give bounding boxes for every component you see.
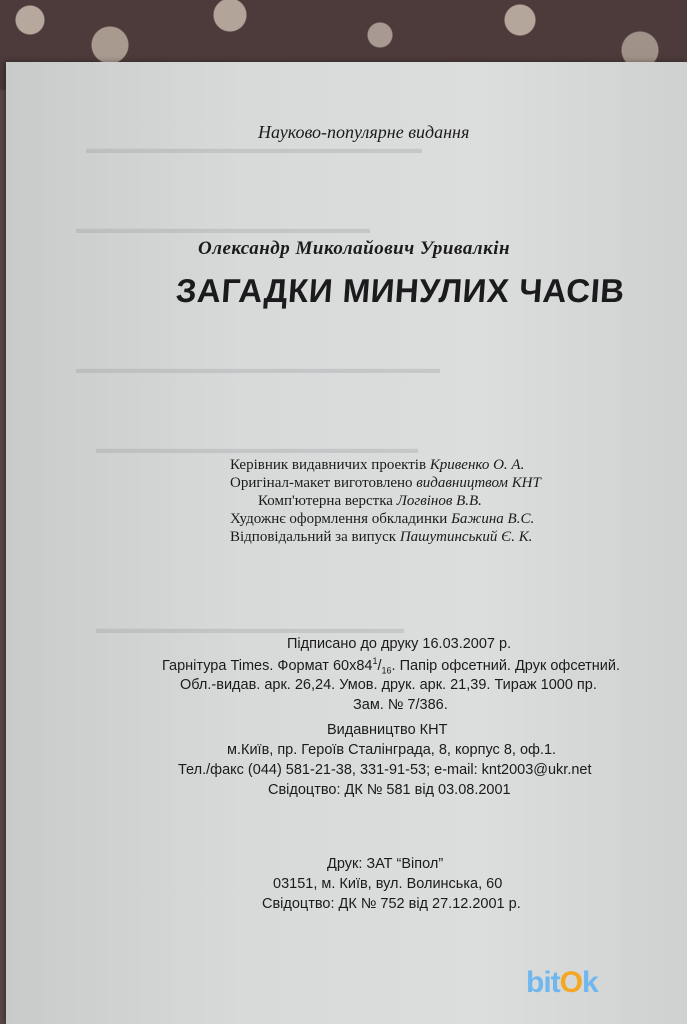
printer-name: Друк: ЗАТ “Віпол” [327,856,444,872]
show-through-text: ▬▬▬▬▬▬▬▬▬▬▬▬▬▬▬▬▬▬▬▬▬▬▬ [96,442,418,457]
author-name: Олександр Миколайович Уривалкін [198,238,511,259]
credit-line [230,492,541,510]
credit-line [230,528,541,546]
format-line [162,656,620,676]
credits-block [230,456,541,546]
signed-date: Підписано до друку 16.03.2007 р. [287,636,512,652]
format-text-tail: . Папір офсетний. Друк офсетний. [391,657,621,674]
show-through-text: ▬▬▬▬▬▬▬▬▬▬▬▬▬▬▬▬▬▬▬▬▬▬▬▬ [86,142,422,157]
credit-label: Відповідальний за випуск [230,529,397,545]
publisher-name: Видавництво КНТ [327,722,448,738]
publisher-address: м.Київ, пр. Героїв Сталінграда, 8, корпус 8, оф.1. [227,742,557,758]
credit-line [230,510,541,528]
credit-value: Кривенко О. А. [429,457,525,473]
show-through-text: ▬▬▬▬▬▬▬▬▬▬▬▬▬▬▬▬▬▬▬▬▬ [76,222,370,237]
fraction-numerator: 1 [372,656,378,666]
fraction-separator: / [377,657,382,674]
show-through-text: ▬▬▬▬▬▬▬▬▬▬▬▬▬▬▬▬▬▬▬▬▬▬▬▬▬▬ [76,362,440,377]
fraction-denominator: 16 [381,665,392,676]
watermark-logo [526,966,598,1000]
credit-line [230,474,541,492]
book-title: ЗАГАДКИ МИНУЛИХ ЧАСІВ [174,272,626,309]
watermark-text: k [582,966,598,999]
credit-line [230,456,541,474]
edition-type: Науково-популярне видання [258,122,470,142]
credit-value: Логвінов В.В. [396,493,482,509]
printer-certificate: Свідоцтво: ДК № 752 від 27.12.2001 р. [262,896,521,912]
credit-label: Комп'ютерна верстка [258,493,393,509]
credit-label: Оригінал-макет виготовлено [230,475,413,491]
format-text: Гарнітура Times. Формат 60х84 [162,657,373,674]
credit-label: Художнє оформлення обкладинки [230,511,448,527]
publisher-certificate: Свідоцтво: ДК № 581 від 03.08.2001 [268,782,511,798]
publisher-contacts: Тел./факс (044) 581-21-38, 331-91-53; e-mail: knt2003@ukr.net [178,762,592,778]
credit-value: видавництвом КНТ [416,475,541,491]
credit-value: Бажина В.С. [451,511,535,527]
sheets-line: Обл.-видав. арк. 26,24. Умов. друк. арк. 21,39. Тираж 1000 пр. [180,677,597,693]
printer-address: 03151, м. Київ, вул. Волинська, 60 [273,876,503,892]
watermark-o-icon: O [559,966,582,999]
show-through-text: ▬▬▬▬▬▬▬▬▬▬▬▬▬▬▬▬▬▬▬▬▬▬ [96,622,404,637]
order-number: Зам. № 7/386. [353,697,448,713]
credit-value: Пашутинський Є. К. [399,529,533,545]
watermark-text: bit [526,966,560,999]
credit-label: Керівник видавничих проектів [230,457,427,473]
